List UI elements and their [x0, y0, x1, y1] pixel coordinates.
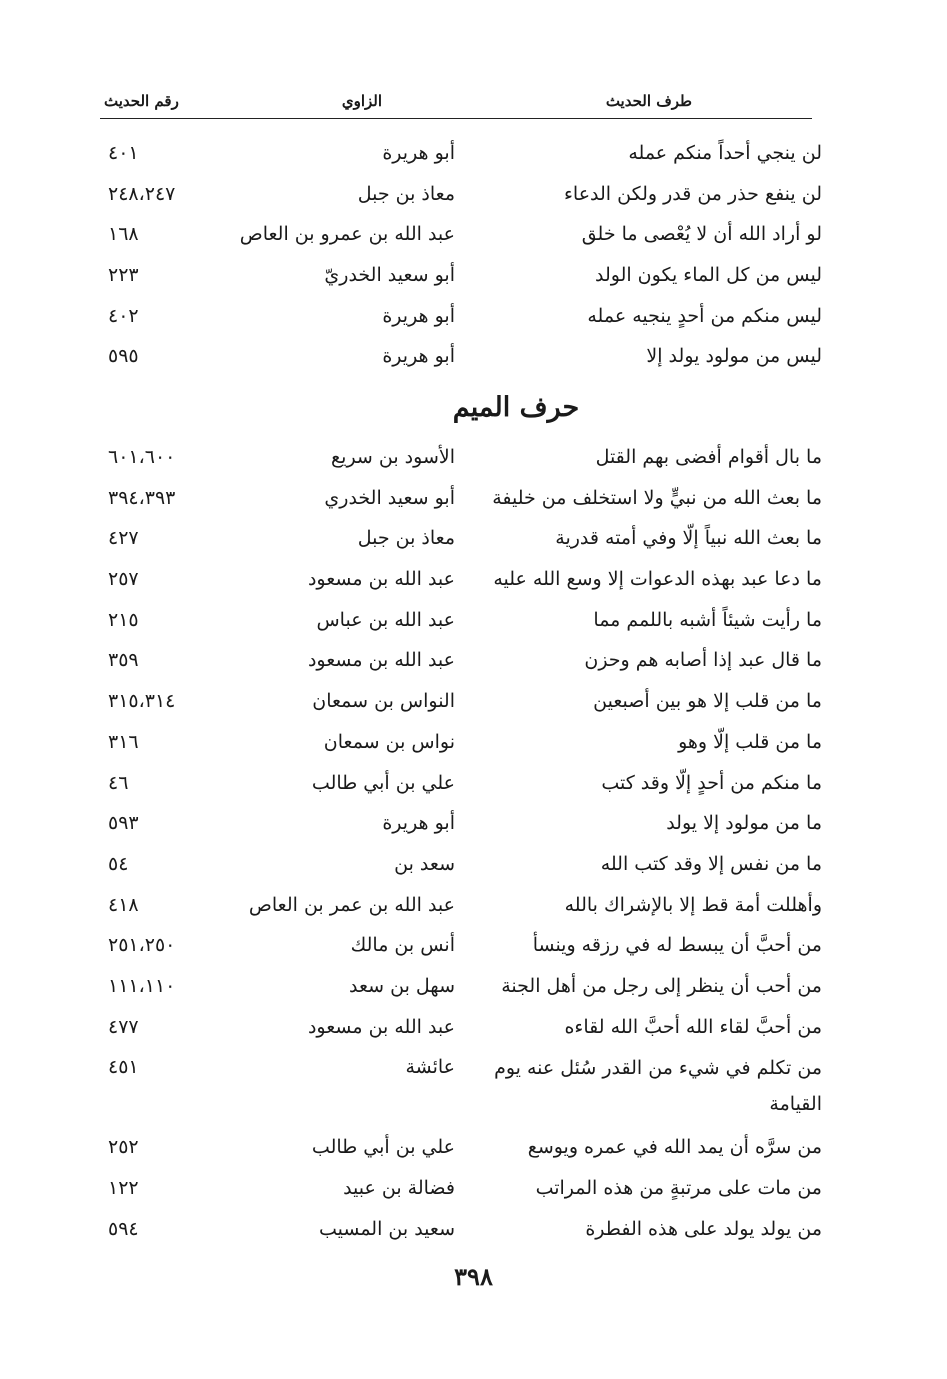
hadith-text: من سرَّه أن يمد الله في عمره ويوسع: [527, 1136, 822, 1159]
narrator-name: أبو هريرة: [382, 304, 455, 327]
hadith-number: ٥٩٥: [108, 345, 139, 368]
narrator-name: فضالة بن عبيد: [343, 1177, 455, 1199]
header-number-label: رقم الحديث: [104, 92, 179, 110]
hadith-number: ١٦٨: [108, 223, 139, 246]
hadith-number: ٤٢٧: [108, 527, 139, 550]
table-row: [100, 766, 840, 807]
narrator-name: أنس بن مالك: [350, 934, 455, 957]
narrator-name: أبو هريرة: [382, 345, 455, 368]
hadith-text: لن ينجي أحداً منكم عمله: [628, 142, 822, 164]
table-row: [100, 177, 840, 218]
narrator-name: سعد بن: [394, 852, 455, 875]
hadith-number: ١١١،١١٠: [108, 974, 176, 997]
narrator-name: علي بن أبي طالب: [311, 771, 455, 794]
table-row: [100, 643, 840, 684]
table-row: [100, 603, 840, 644]
hadith-number: ٥٤: [108, 852, 129, 875]
table-row: [100, 440, 840, 481]
table-row: [100, 1171, 840, 1212]
table-row: [100, 969, 840, 1010]
hadith-text: ما بال أقوام أفضى بهم القتل: [595, 446, 822, 468]
narrator-name: معاذ بن جبل: [357, 182, 455, 205]
narrator-name: عبد الله بن عمرو بن العاص: [239, 223, 455, 246]
table-row: [100, 684, 840, 725]
hadith-number: ٤٥١: [108, 1056, 139, 1079]
hadith-text: ما بعث الله نبياً إلّا وفي أمته قدرية: [555, 527, 822, 550]
hadith-number: ٤٠٢: [108, 304, 139, 327]
hadith-text: ما قال عبد إذا أصابه هم وحزن: [584, 649, 822, 672]
hadith-number: ٢٥١،٢٥٠: [108, 934, 176, 957]
hadith-text: لو أراد الله أن لا يُعْصى ما خلق: [581, 223, 822, 246]
hadith-text: ما منكم من أحدٍ إلّا وقد كتب: [601, 771, 822, 794]
header-hadith-label: طرف الحديث: [605, 92, 692, 110]
narrator-name: عبد الله بن عباس: [316, 608, 455, 631]
hadith-text: ما دعا عبد بهذه الدعوات إلا وسع الله عليه: [493, 568, 822, 591]
table-row: [100, 562, 840, 603]
table-row: [100, 928, 840, 969]
hadith-number: ٢٥٧: [108, 568, 139, 591]
table-row: [100, 217, 840, 258]
table-row: [100, 481, 840, 522]
narrator-name: النواس بن سمعان: [312, 690, 455, 713]
hadith-number: ٤٠١: [108, 142, 139, 164]
table-row: [100, 521, 840, 562]
table-header: [100, 88, 812, 119]
hadith-text: ليس من كل الماء يكون الولد: [595, 264, 822, 287]
hadith-number: ٢١٥: [108, 608, 139, 631]
hadith-text: ما بعث الله من نبيٍّ ولا استخلف من خليفة: [492, 486, 822, 509]
table-row: [100, 299, 840, 340]
section-title: حرف الميم: [452, 392, 580, 423]
hadith-text: من يولد يولد على هذه الفطرة: [585, 1217, 822, 1240]
narrator-name: معاذ بن جبل: [357, 527, 455, 550]
hadith-number: ٤١٨: [108, 893, 139, 916]
narrator-name: سهل بن سعد: [349, 974, 455, 997]
hadith-text: من أحبَّ أن يبسط له في رزقه وينسأ: [532, 934, 822, 957]
hadith-text: من مات على مرتبةٍ من هذه المراتب: [535, 1177, 822, 1199]
hadith-text: ما من قلب إلا هو بين أصبعين: [593, 690, 822, 713]
table-row: [100, 725, 840, 766]
hadith-number: ٤٧٧: [108, 1015, 139, 1038]
hadith-text: لن ينفع حذر من قدر ولكن الدعاء: [563, 182, 822, 205]
page-number: ٣٩٨: [454, 1262, 493, 1291]
table-row: [100, 1050, 840, 1130]
section-meem: [100, 440, 840, 1252]
table-row: [100, 1212, 840, 1253]
hadith-number: ٣٩٤،٣٩٣: [108, 486, 176, 509]
narrator-name: علي بن أبي طالب: [311, 1136, 455, 1159]
narrator-name: عائشة: [405, 1056, 455, 1079]
narrator-name: أبو هريرة: [382, 812, 455, 835]
hadith-number: ٤٦: [108, 771, 129, 794]
hadith-text: ما من مولود إلا يولد: [666, 812, 822, 835]
hadith-number: ٢٥٢: [108, 1136, 139, 1159]
hadith-text: من أحب أن ينظر إلى رجل من أهل الجنة: [501, 974, 822, 997]
narrator-name: نواس بن سمعان: [323, 730, 455, 753]
hadith-number: ٦٠١،٦٠٠: [108, 446, 176, 468]
hadith-number: ٢٢٣: [108, 264, 139, 287]
hadith-text: ليس منكم من أحدٍ ينجيه عمله: [587, 304, 822, 327]
hadith-number: ٥٩٤: [108, 1217, 139, 1240]
table-row: [100, 136, 840, 177]
hadith-text: من تكلم في شيء من القدر سُئل عنه يوم القيامة: [494, 1057, 822, 1116]
table-row: [100, 258, 840, 299]
table-row: [100, 847, 840, 888]
hadith-number: ٣٥٩: [108, 649, 139, 672]
hadith-text: من أحبَّ لقاء الله أحبَّ الله لقاءه: [564, 1015, 822, 1038]
narrator-name: أبو هريرة: [382, 142, 455, 164]
hadith-text: وأهللت أمة قط إلا بالإشراك بالله: [564, 893, 822, 916]
narrator-name: أبو سعيد الخدريّ: [324, 264, 455, 287]
table-row: [100, 339, 840, 380]
hadith-text: ما من قلب إلّا وهو: [678, 730, 822, 753]
narrator-name: عبد الله بن مسعود: [307, 649, 455, 672]
narrator-name: عبد الله بن مسعود: [307, 568, 455, 591]
table-row: [100, 1010, 840, 1051]
narrator-name: عبد الله بن عمر بن العاص: [248, 893, 455, 916]
narrator-name: الأسود بن سريع: [331, 446, 455, 468]
table-row: [100, 1130, 840, 1171]
hadith-number: ١٢٢: [108, 1177, 139, 1199]
hadith-text: ما من نفس إلا وقد كتب الله: [600, 852, 822, 875]
hadith-number: ٣١٥،٣١٤: [108, 690, 176, 713]
header-narrator-label: الزاوي: [341, 92, 382, 110]
hadith-number: ٣١٦: [108, 730, 139, 753]
table-row: [100, 888, 840, 929]
hadith-number: ٥٩٣: [108, 812, 139, 835]
hadith-text: ليس من مولود يولد إلا: [646, 345, 822, 368]
hadith-number: ٢٤٨،٢٤٧: [108, 182, 176, 205]
section-laam-lam-ya: [100, 136, 840, 380]
narrator-name: أبو سعيد الخدري: [324, 486, 455, 509]
narrator-name: سعيد بن المسيب: [318, 1217, 455, 1240]
table-row: [100, 806, 840, 847]
narrator-name: عبد الله بن مسعود: [307, 1015, 455, 1038]
hadith-text: ما رأيت شيئاً أشبه باللمم مما: [593, 608, 822, 631]
